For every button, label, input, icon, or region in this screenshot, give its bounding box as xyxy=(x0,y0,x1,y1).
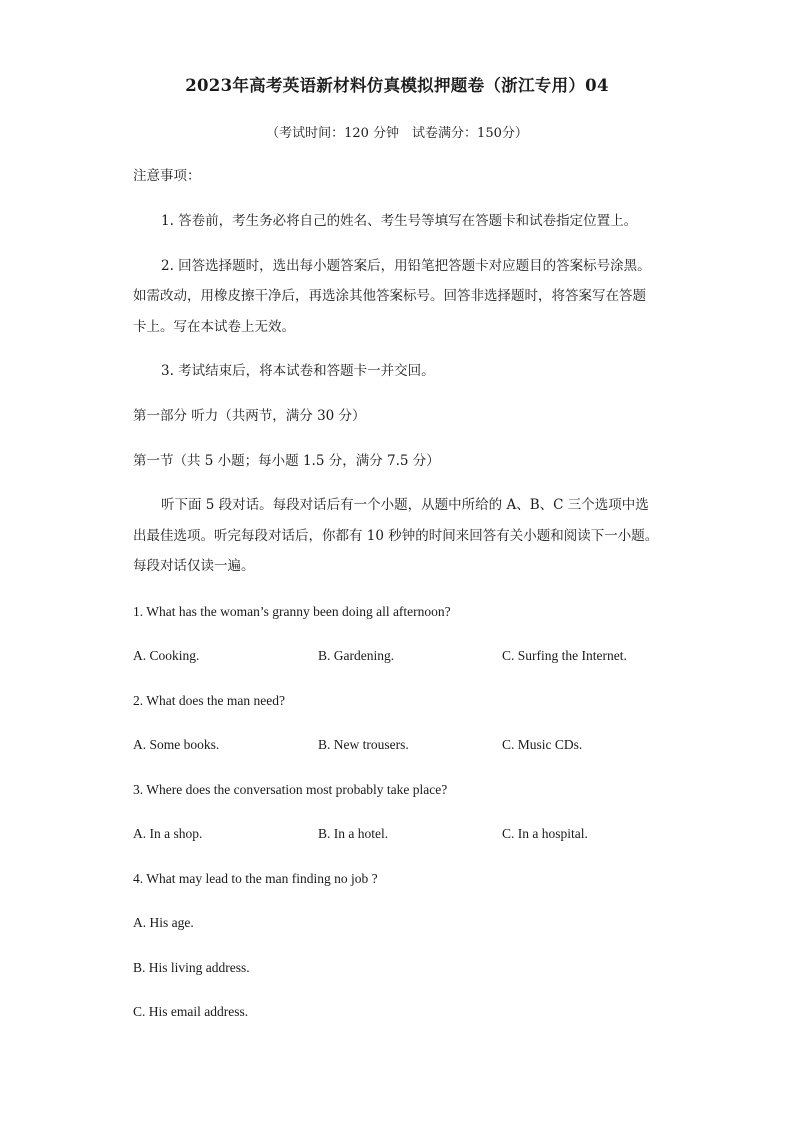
note-item-2-cont2: 卡上。写在本试卷上无效。 xyxy=(133,319,295,335)
note-item-2: 2. 回答选择题时，选出每小题答案后，用铅笔把答题卡对应题目的答案标号涂黑。 xyxy=(161,258,651,274)
option-a: A. Cooking. xyxy=(133,648,200,663)
question-stem: 1. What has the woman’s granny been doing all afternoon? xyxy=(133,604,451,619)
option-c: C. Surfing the Internet. xyxy=(502,648,627,663)
option-c: C. Music CDs. xyxy=(502,737,583,752)
exam-info: （考试时间：120 分钟 试卷满分：150分） xyxy=(266,126,528,141)
option-b: B. In a hotel. xyxy=(318,826,389,841)
part-heading: 第一部分 听力（共两节，满分 30 分） xyxy=(133,408,366,424)
instructions-cont: 出最佳选项。听完每段对话后，你都有 10 秒钟的时间来回答有关小题和阅读下一小题。 xyxy=(133,528,659,544)
section-heading: 第一节（共 5 小题；每小题 1.5 分，满分 7.5 分） xyxy=(133,453,440,469)
instructions: 听下面 5 段对话。每段对话后有一个小题，从题中所给的 A、B、C 三个选项中选 xyxy=(161,497,649,513)
note-item-2-cont: 如需改动，用橡皮擦干净后，再选涂其他答案标号。回答非选择题时，将答案写在答题 xyxy=(133,288,646,304)
instructions-cont2: 每段对话仅读一遍。 xyxy=(133,558,255,574)
question-stem: 4. What may lead to the man finding no job ? xyxy=(133,871,378,886)
option-b: B. New trousers. xyxy=(318,737,409,752)
note-item-1: 1. 答卷前，考生务必将自己的姓名、考生号等填写在答题卡和试卷指定位置上。 xyxy=(161,213,638,229)
option-a: A. His age. xyxy=(133,915,194,930)
note-item-3: 3. 考试结束后，将本试卷和答题卡一并交回。 xyxy=(161,363,435,379)
option-a: A. In a shop. xyxy=(133,826,203,841)
option-a: A. Some books. xyxy=(133,737,220,752)
notes-heading: 注意事项： xyxy=(133,168,201,184)
question-stem: 3. Where does the conversation most probably take place? xyxy=(133,782,448,797)
option-c: C. In a hospital. xyxy=(502,826,588,841)
option-b: B. His living address. xyxy=(133,960,250,975)
question-stem: 2. What does the man need? xyxy=(133,693,285,708)
option-c: C. His email address. xyxy=(133,1004,249,1019)
option-b: B. Gardening. xyxy=(318,648,395,663)
page-title: 2023年高考英语新材料仿真模拟押题卷（浙江专用）04 xyxy=(185,76,609,95)
